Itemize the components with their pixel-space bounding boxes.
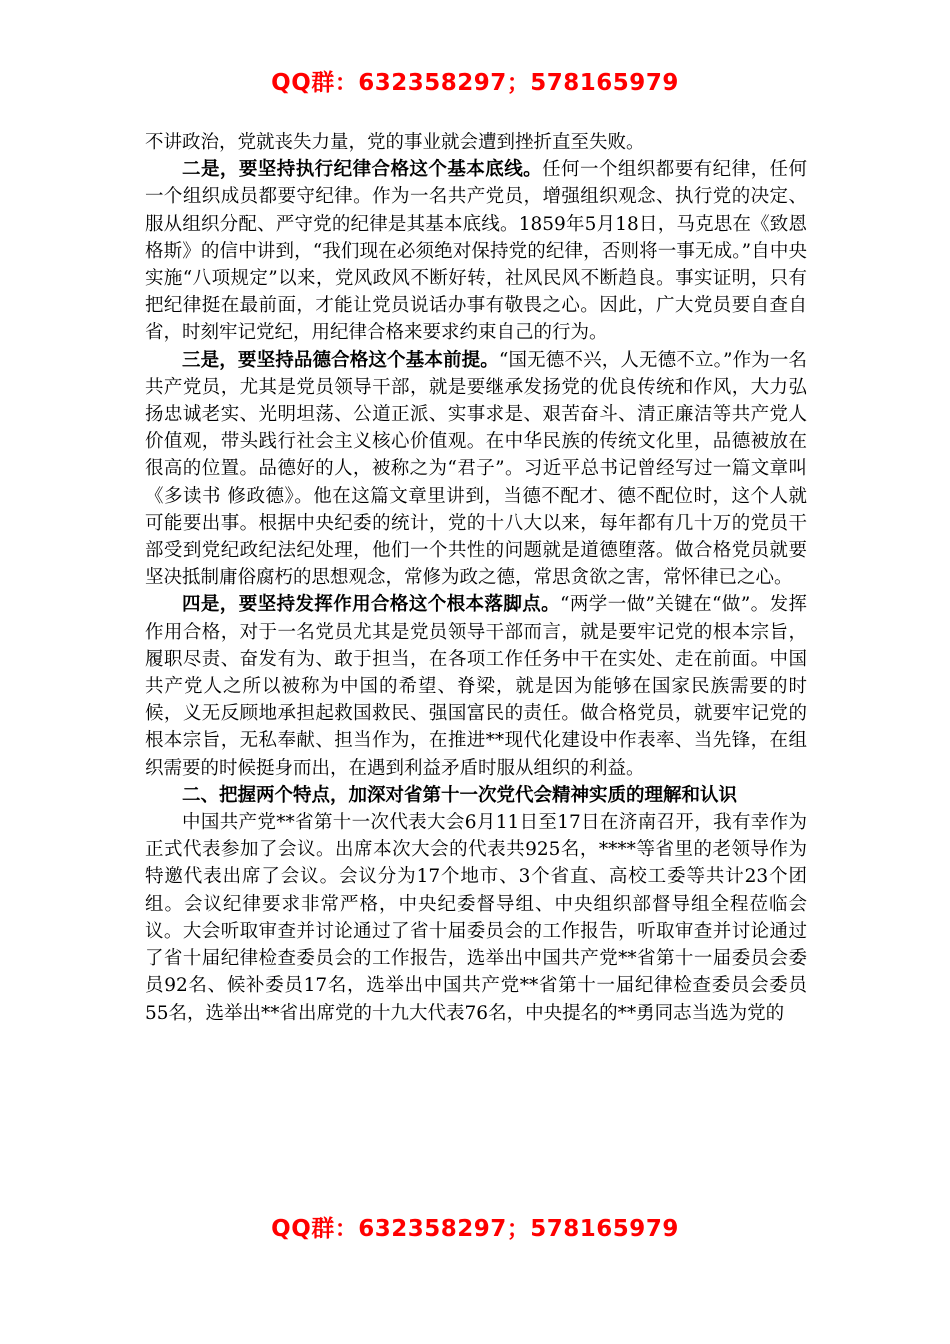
paragraph-discipline: [145, 156, 807, 346]
qq-group-header-watermark: QQ群：632358297；578165979: [271, 70, 679, 96]
qq-group-footer-watermark: QQ群：632358297；578165979: [271, 1216, 679, 1242]
section-heading: 二、把握两个特点，加深对省第十一次党代会精神实质的理解和认识: [182, 784, 738, 806]
document-body: [145, 129, 807, 1027]
paragraph-morality: [145, 347, 807, 592]
paragraph-discipline-lead: 二是，要坚持执行纪律合格这个基本底线。: [182, 159, 543, 181]
paragraph-role-text: “两学一做”关键在“做”。发挥作用合格，对于一名党员尤其是党员领导干部而言，就是要牢记党的根本宗旨，履职尽责、奋发有为、敢于担当，在各项工作任务中干在实处、走在前面。中国共产党人之所以被称为中国的希望、脊梁，就是因为能够在国家民族需要的时候，义无反顾地承担起救国救民、强国富民的责任。做合格党员，就要牢记党的根本宗旨，无私奉献、担当作为，在推进**现代化建设中作表率、当先锋，在组织需要的时候挺身而出，在遇到利益矛盾时服从组织的利益。: [145, 594, 807, 779]
paragraph-role-lead: 四是，要坚持发挥作用合格这个根本落脚点。: [182, 594, 561, 616]
paragraph-role: [145, 591, 807, 781]
paragraph-congress: 中国共产党**省第十一次代表大会6月11日至17日在济南召开，我有幸作为正式代表参加了会议。出席本次大会的代表共925名，****等省里的老领导作为特邀代表出席了会议。会议分为17个地市、3个省直、高校工委等共计23个团组。会议纪律要求非常严格，中央纪委督导组、中央组织部督导组全程莅临会议。大会听取审查并讨论通过了省十届委员会的工作报告，听取审查并讨论通过了省十届纪律检查委员会的工作报告，选举出中国共产党**省第十一届委员会委员92名、候补委员17名，选举出中国共产党**省第十一届纪律检查委员会委员55名，选举出**省出席党的十九大代表76名，中央提名的**勇同志当选为党的: [145, 812, 807, 1024]
paragraph-morality-text: “国无德不兴，人无德不立。”作为一名共产党员，尤其是党员领导干部，就是要继承发扬党的优良传统和作风，大力弘扬忠诚老实、光明坦荡、公道正派、实事求是、艰苦奋斗、清正廉洁等共产党人价值观，带头践行社会主义核心价值观。在中华民族的传统文化里，品德被放在很高的位置。品德好的人，被称之为“君子”。习近平总书记曾经写过一篇文章叫《多读书 修政德》。他在这篇文章里讲到，当德不配才、德不配位时，这个人就可能要出事。根据中央纪委的统计，党的十八大以来，每年都有几十万的党员干部受到党纪政纪法纪处理，他们一个共性的问题就是道德堕落。做合格党员就要坚决抵制庸俗腐朽的思想观念，常修为政之德，常思贪欲之害，常怀律已之心。: [145, 349, 807, 589]
paragraph-morality-lead: 三是，要坚持品德合格这个基本前提。: [182, 349, 499, 371]
paragraph-political-failure: 不讲政治，党就丧失力量，党的事业就会遭到挫折直至失败。: [145, 132, 645, 153]
paragraph-discipline-text: 任何一个组织都要有纪律，任何一个组织成员都要守纪律。作为一名共产党员，增强组织观念、执行党的决定、服从组织分配、严守党的纪律是其基本底线。1859年5月18日，马克思在《致恩格斯》的信中讲到，“我们现在必须绝对保持党的纪律，否则将一事无成。”自中央实施“八项规定”以来，党风政风不断好转，社风民风不断趋良。事实证明，只有把纪律挺在最前面，才能让党员说话办事有敬畏之心。因此，广大党员要自查自省，时刻牢记党纪，用纪律合格来要求约束自己的行为。: [145, 159, 807, 344]
